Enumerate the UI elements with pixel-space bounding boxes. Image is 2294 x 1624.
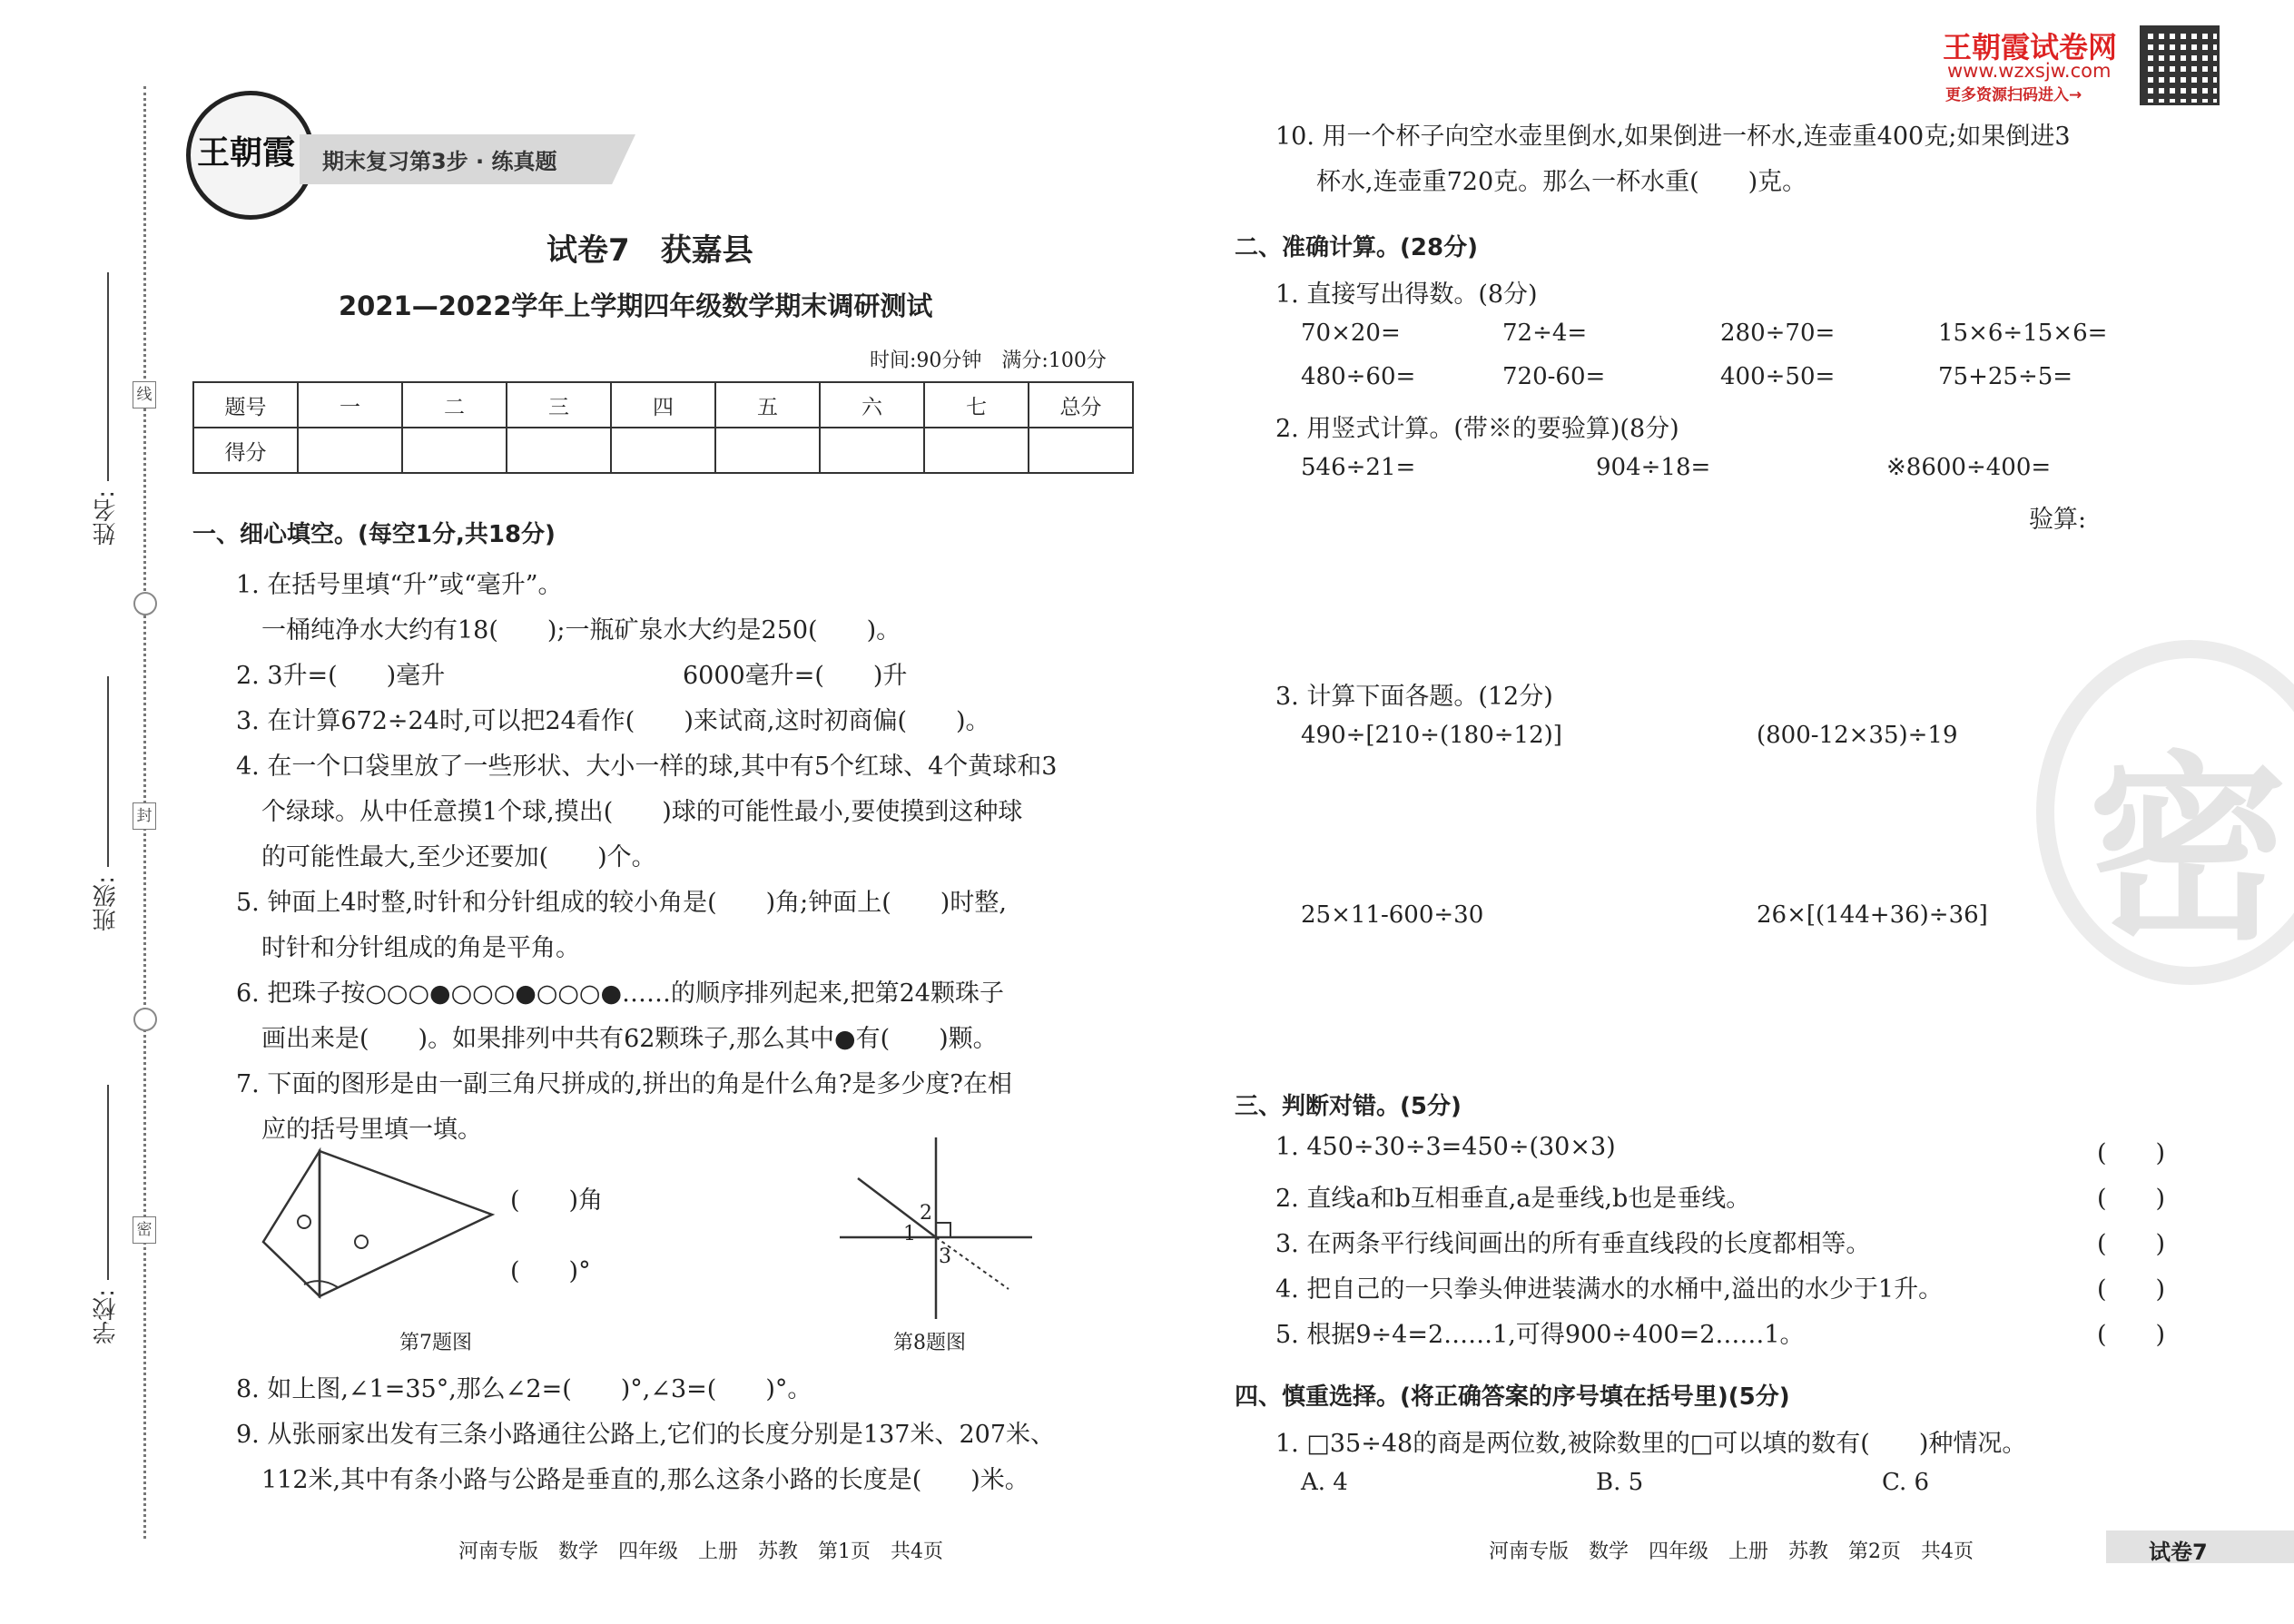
score-input-cell[interactable] [402, 428, 507, 473]
paper-subtitle: 2021—2022学年上学期四年级数学期末调研测试 [339, 290, 933, 321]
question-line: 9. 从张丽家出发有三条小路通往公路上,它们的长度分别是137米、207米、 [236, 1421, 1055, 1449]
school-field[interactable] [107, 1085, 109, 1280]
question-line: 3. 在计算672÷24时,可以把24看作( )来试商,这时初商偏( )。 [236, 707, 990, 735]
question-line: 5. 钟面上4时整,时针和分针组成的较小角是( )角;钟面上( )时整, [236, 889, 1007, 917]
score-table-cell: 四 [611, 382, 715, 428]
question-line: 2. 3升=( )毫升 [236, 662, 446, 690]
question-line: 的可能性最大,至少还要加( )个。 [261, 843, 656, 871]
score-table-row [193, 428, 1133, 473]
question-line: 7. 下面的图形是由一副三角尺拼成的,拼出的角是什么角?是多少度?在相 [236, 1070, 1012, 1098]
brand-tagline: 更多资源扫码进入→ [1945, 86, 2082, 104]
fig7-blank-angle-type[interactable]: ( )角 [510, 1186, 604, 1215]
calc-item: 25×11-600÷30 [1301, 901, 1484, 929]
brand-name[interactable]: 王朝霞试卷网 [1943, 30, 2118, 64]
section-title: 二、准确计算。(28分) [1235, 234, 1478, 261]
calc-item: 70×20= [1301, 320, 1401, 347]
score-input-cell[interactable] [715, 428, 820, 473]
question-line: 3. 计算下面各题。(12分) [1275, 683, 1553, 711]
judge-item: 5. 根据9÷4=2……1,可得900÷400=2……1。 [1275, 1321, 1805, 1349]
score-input-cell[interactable] [924, 428, 1029, 473]
calc-item: 400÷50= [1720, 363, 1836, 390]
binding-hole-icon [133, 592, 157, 615]
score-table-header-row [193, 382, 1133, 428]
calc-item: 720-60= [1502, 363, 1606, 390]
score-table [192, 381, 1134, 474]
answer-bracket[interactable]: ( ) [2097, 1321, 2166, 1349]
brand-url[interactable]: www.wzxsjw.com [1947, 60, 2112, 82]
judge-item: 2. 直线a和b互相垂直,a是垂线,b也是垂线。 [1275, 1185, 1751, 1213]
calc-item: 904÷18= [1596, 454, 1711, 481]
angle-label: 2 [920, 1202, 932, 1225]
question-line: 6000毫升=( )升 [683, 662, 908, 690]
page-footer-right: 河南专版 数学 四年级 上册 苏教 第2页 共4页 [1489, 1540, 1974, 1563]
angle-label: 1 [903, 1223, 916, 1245]
question-line: 6. 把珠子按○○○●○○○●○○○●……的顺序排列起来,把第24颗珠子 [236, 979, 1004, 1008]
calc-item: 72÷4= [1502, 320, 1588, 347]
answer-bracket[interactable]: ( ) [2097, 1230, 2166, 1258]
score-table-cell: 总分 [1029, 382, 1133, 428]
answer-bracket[interactable]: ( ) [2097, 1185, 2166, 1213]
calc-item: 490÷[210÷(180÷12)] [1301, 722, 1562, 749]
score-input-cell[interactable] [298, 428, 402, 473]
paper-title: 试卷7 获嘉县 [546, 232, 753, 269]
section-title: 三、判断对错。(5分) [1235, 1093, 1462, 1120]
binding-hole-icon [133, 1008, 157, 1031]
qr-code-icon[interactable] [2140, 25, 2220, 105]
judge-item: 1. 450÷30÷3=450÷(30×3) [1275, 1133, 1616, 1161]
choice-option[interactable]: C. 6 [1882, 1469, 1930, 1496]
calc-item: 26×[(144+36)÷36] [1757, 901, 1988, 929]
question-line: 10. 用一个杯子向空水壶里倒水,如果倒进一杯水,连壶重400克;如果倒进3 [1275, 123, 2071, 151]
name-label: 姓名: [93, 490, 120, 546]
score-table-cell: 七 [924, 382, 1029, 428]
fig8-caption: 第8题图 [893, 1332, 966, 1354]
score-input-cell[interactable] [611, 428, 715, 473]
question-line: 个绿球。从中任意摸1个球,摸出( )球的可能性最小,要使摸到这种球 [261, 798, 1023, 826]
score-input-cell[interactable] [820, 428, 924, 473]
seal-mark: 密 [133, 1216, 156, 1244]
score-table-cell: 六 [820, 382, 924, 428]
calc-item: 280÷70= [1720, 320, 1836, 347]
section-title: 四、慎重选择。(将正确答案的序号填在括号里)(5分) [1235, 1383, 1790, 1411]
time-info: 时间:90分钟 满分:100分 [870, 349, 1107, 372]
score-table-cell: 得分 [193, 428, 298, 473]
fig7-blank-degree[interactable]: ( )° [510, 1257, 591, 1285]
calc-item: (800-12×35)÷19 [1757, 722, 1958, 749]
fig7-caption: 第7题图 [399, 1332, 472, 1354]
class-label: 班级: [93, 876, 120, 931]
score-table-cell: 一 [298, 382, 402, 428]
question-line: 8. 如上图,∠1=35°,那么∠2=( )°,∠3=( )°。 [236, 1375, 812, 1403]
question-line: 一桶纯净水大约有18( );一瓶矿泉水大约是250( )。 [261, 616, 901, 645]
page-footer-left: 河南专版 数学 四年级 上册 苏教 第1页 共4页 [458, 1540, 943, 1563]
calc-item: 75+25÷5= [1938, 363, 2073, 390]
logo-text: 王朝霞 [196, 133, 295, 172]
check-label: 验算: [2029, 506, 2087, 534]
score-table-cell: 二 [402, 382, 507, 428]
calc-item: ※8600÷400= [1886, 454, 2052, 481]
question-line: 画出来是( )。如果排列中共有62颗珠子,那么其中●有( )颗。 [261, 1025, 998, 1053]
answer-bracket[interactable]: ( ) [2097, 1275, 2166, 1304]
calc-item: 15×6÷15×6= [1938, 320, 2108, 347]
question-line: 2. 用竖式计算。(带※的要验算)(8分) [1275, 415, 1679, 443]
score-table-cell: 五 [715, 382, 820, 428]
question-line: 1. 在括号里填“升”或“毫升”。 [236, 571, 563, 599]
score-input-cell[interactable] [1029, 428, 1133, 473]
question-line: 112米,其中有条小路与公路是垂直的,那么这条小路的长度是( )米。 [261, 1466, 1029, 1494]
score-input-cell[interactable] [507, 428, 611, 473]
calc-item: 480÷60= [1301, 363, 1416, 390]
section-title: 一、细心填空。(每空1分,共18分) [192, 521, 556, 548]
paper-number-label: 试卷7 [2149, 1540, 2208, 1565]
class-field[interactable] [107, 676, 109, 867]
question-line: 时针和分针组成的角是平角。 [261, 934, 580, 962]
choice-option[interactable]: A. 4 [1301, 1469, 1348, 1496]
intersecting-lines-figure [840, 1133, 1039, 1324]
watermark-seal-icon: 密 [2088, 734, 2289, 967]
seal-mark: 封 [133, 802, 156, 830]
question-line: 4. 在一个口袋里放了一些形状、大小一样的球,其中有5个红球、4个黄球和3 [236, 753, 1058, 781]
question-line: 应的括号里填一填。 [261, 1116, 482, 1144]
judge-item: 4. 把自己的一只拳头伸进装满水的水桶中,溢出的水少于1升。 [1275, 1275, 1944, 1304]
school-label: 学校: [93, 1289, 120, 1344]
name-field[interactable] [107, 272, 109, 481]
seal-mark: 线 [133, 381, 156, 408]
set-square-figure [254, 1142, 508, 1305]
score-table-cell: 三 [507, 382, 611, 428]
question-line: 杯水,连壶重720克。那么一杯水重( )克。 [1316, 168, 1807, 196]
score-table-cell: 题号 [193, 382, 298, 428]
judge-item: 3. 在两条平行线间画出的所有垂直线段的长度都相等。 [1275, 1230, 1871, 1258]
question-line: 1. □35÷48的商是两位数,被除数里的□可以填的数有( )种情况。 [1275, 1430, 2027, 1458]
calc-item: 546÷21= [1301, 454, 1416, 481]
banner-text: 期末复习第3步 · 练真题 [322, 149, 557, 174]
answer-bracket[interactable]: ( ) [2097, 1139, 2166, 1167]
angle-label: 3 [939, 1245, 951, 1268]
choice-option[interactable]: B. 5 [1596, 1469, 1644, 1496]
question-line: 1. 直接写出得数。(8分) [1275, 281, 1538, 309]
